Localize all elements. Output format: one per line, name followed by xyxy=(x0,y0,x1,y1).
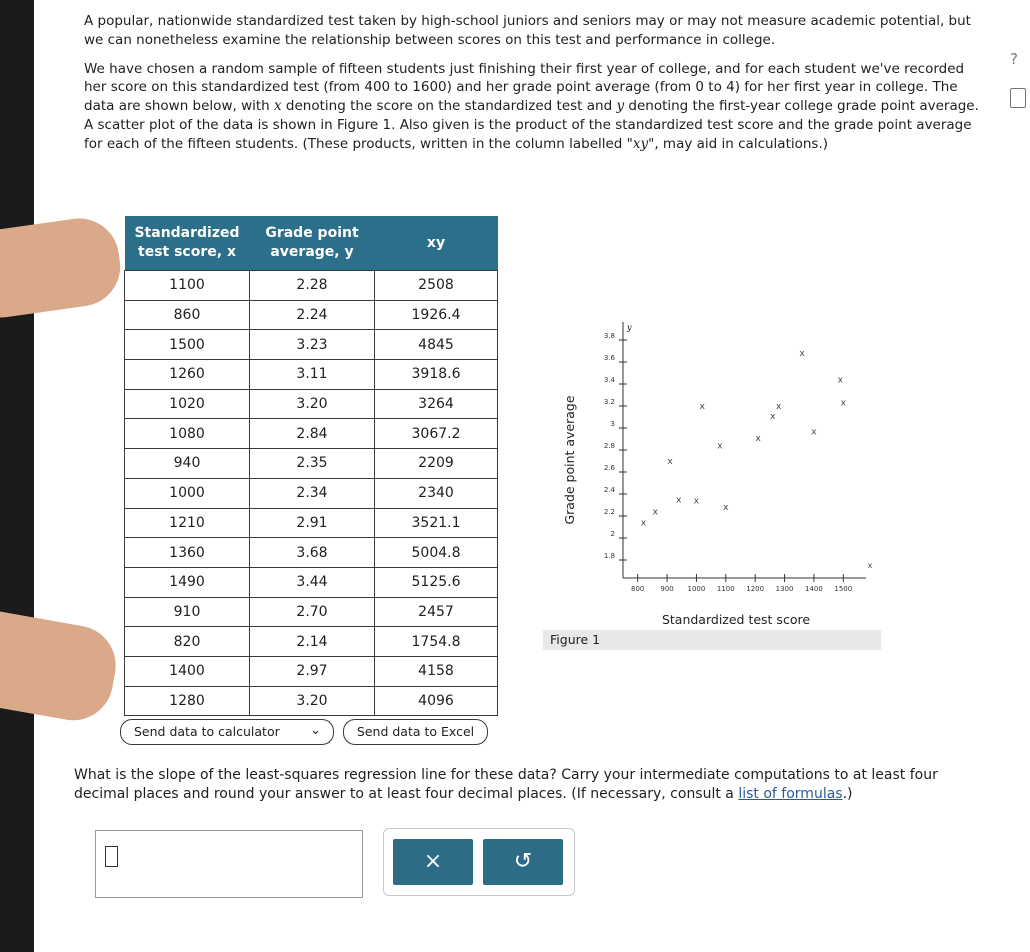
data-point: x xyxy=(770,411,776,422)
data-point: x xyxy=(840,398,846,409)
table-header-row xyxy=(125,216,498,271)
cell-xy: 1754.8 xyxy=(375,627,498,657)
cell-xy: 5004.8 xyxy=(375,538,498,568)
data-point: x xyxy=(723,503,729,514)
cell-gpa: 3.11 xyxy=(250,360,375,390)
cell-gpa: 2.91 xyxy=(250,508,375,538)
table-row xyxy=(125,271,498,301)
data-table xyxy=(124,216,498,716)
cell-test-score: 1000 xyxy=(125,478,250,508)
undo-button[interactable]: ↺ xyxy=(483,839,563,885)
table-row xyxy=(125,686,498,716)
header-xy: xy xyxy=(375,216,498,271)
data-point: x xyxy=(667,457,673,467)
cell-test-score: 1500 xyxy=(125,330,250,360)
finger-bottom xyxy=(0,604,122,726)
cell-gpa: 2.97 xyxy=(250,656,375,686)
cell-xy: 2209 xyxy=(375,449,498,479)
y-tick-label: 2 xyxy=(610,530,615,538)
data-point: x xyxy=(652,507,658,518)
y-tick-label: 2.8 xyxy=(603,442,615,450)
x-tick-label: 1100 xyxy=(716,585,735,593)
cell-test-score: 1100 xyxy=(125,271,250,301)
send-to-calculator-button[interactable] xyxy=(120,719,334,745)
cell-test-score: 1210 xyxy=(125,508,250,538)
table-row xyxy=(125,449,498,479)
cell-test-score: 1260 xyxy=(125,360,250,390)
cell-gpa: 2.14 xyxy=(250,627,375,657)
intro-p2-a: We have chosen a random sample of fifteen students just finishing their first year of college, and for each student we've recorded her score on this standardized test (from 400 to 1600) and her grade point average (from 0 to 4) for her first year in college. The data are shown below, with xyxy=(84,60,965,115)
intro-p2-c: denoting the first-year college grade point average. A scatter plot of the data is shown in Figure 1. Also given is the product of the standardized test score and the grade point average for each of the fifteen students. (These products, written in the column labelled " xyxy=(84,98,979,152)
y-tick-label: 3.6 xyxy=(603,354,615,362)
finger-top xyxy=(0,213,125,322)
header-test-score: Standardized test score, x xyxy=(125,216,250,271)
x-tick-label: 1300 xyxy=(775,585,794,593)
cell-xy: 3918.6 xyxy=(375,360,498,390)
y-tick-label: 3.4 xyxy=(603,376,615,384)
table-row xyxy=(125,330,498,360)
cell-test-score: 1360 xyxy=(125,538,250,568)
data-point: x xyxy=(811,427,817,438)
help-icon[interactable]: ? xyxy=(1010,50,1018,68)
cell-xy: 2340 xyxy=(375,478,498,508)
cell-gpa: 3.44 xyxy=(250,567,375,597)
formulas-link[interactable]: list of formulas xyxy=(738,786,843,802)
table-row xyxy=(125,597,498,627)
x-tick-label: 1500 xyxy=(834,585,853,593)
y-axis-label: Grade point average xyxy=(562,395,577,525)
cell-test-score: 1020 xyxy=(125,389,250,419)
y-tick-label: 2.2 xyxy=(603,508,615,516)
x-tick-label: 800 xyxy=(631,585,645,593)
y-tick-label: 3.2 xyxy=(603,398,615,406)
cell-xy: 2508 xyxy=(375,271,498,301)
cell-test-score: 910 xyxy=(125,597,250,627)
send-to-excel-label: Send data to Excel xyxy=(356,724,475,739)
cell-gpa: 3.68 xyxy=(250,538,375,568)
cell-test-score: 1400 xyxy=(125,656,250,686)
intro-paragraph-2 xyxy=(84,60,984,154)
cell-gpa: 2.24 xyxy=(250,300,375,330)
screen-bezel xyxy=(0,0,34,952)
cell-xy: 3521.1 xyxy=(375,508,498,538)
var-x: x xyxy=(274,98,282,115)
cell-test-score: 1490 xyxy=(125,567,250,597)
table-row xyxy=(125,567,498,597)
y-axis-symbol: y xyxy=(627,323,632,332)
y-tick-label: 2.4 xyxy=(603,486,615,494)
data-point: x xyxy=(640,518,647,529)
input-cursor xyxy=(105,846,118,867)
send-to-calculator-label: Send data to calculator xyxy=(134,724,280,739)
cell-gpa: 3.23 xyxy=(250,330,375,360)
header-gpa: Grade point average, y xyxy=(250,216,375,271)
cell-xy: 3067.2 xyxy=(375,419,498,449)
cell-test-score: 860 xyxy=(125,300,250,330)
cell-xy: 1926.4 xyxy=(375,300,498,330)
intro-p2-d: ", may aid in calculations.) xyxy=(648,135,829,152)
var-xy: xy xyxy=(632,135,649,152)
intro-paragraph-1: A popular, nationwide standardized test taken by high-school juniors and seniors may or may not measure academic potential, but we can nonetheless examine the relationship between scores on this test and performance in college. xyxy=(84,13,971,48)
y-tick-label: 3 xyxy=(610,420,615,428)
cell-xy: 5125.6 xyxy=(375,567,498,597)
cell-gpa: 3.20 xyxy=(250,686,375,716)
table-row xyxy=(125,300,498,330)
scatter-plot xyxy=(560,310,880,630)
data-point: x xyxy=(717,441,723,452)
x-tick-label: 1000 xyxy=(687,585,706,593)
cell-gpa: 2.28 xyxy=(250,271,375,301)
cell-xy: 4845 xyxy=(375,330,498,360)
x-axis-label: Standardized test score xyxy=(661,612,811,627)
data-point: x xyxy=(676,495,682,506)
x-tick-label: 1200 xyxy=(746,585,765,593)
cell-test-score: 1280 xyxy=(125,686,250,716)
data-point: x xyxy=(693,496,700,507)
data-point: x xyxy=(799,349,805,360)
question-end: .) xyxy=(842,786,853,802)
cell-gpa: 2.70 xyxy=(250,597,375,627)
cell-xy: 4158 xyxy=(375,656,498,686)
cell-test-score: 1080 xyxy=(125,419,250,449)
cell-xy: 2457 xyxy=(375,597,498,627)
cell-test-score: 820 xyxy=(125,627,250,657)
table-row xyxy=(125,419,498,449)
cell-gpa: 2.35 xyxy=(250,449,375,479)
table-row xyxy=(125,656,498,686)
table-row xyxy=(125,389,498,419)
cell-gpa: 2.34 xyxy=(250,478,375,508)
x-axis-end-mark: x xyxy=(867,561,873,570)
answer-input[interactable] xyxy=(95,830,363,898)
data-point: x xyxy=(755,433,761,444)
y-tick-label: 3.8 xyxy=(603,332,615,340)
table-row xyxy=(125,508,498,538)
data-point: x xyxy=(699,402,705,412)
cell-test-score: 940 xyxy=(125,449,250,479)
table-row xyxy=(125,478,498,508)
data-point: x xyxy=(776,402,782,412)
action-panel xyxy=(383,828,575,896)
send-to-excel-button[interactable] xyxy=(343,719,488,745)
question-body: What is the slope of the least-squares regression line for these data? Carry your intermediate computations to at least four decimal places and round your answer to at least four decimal places. (If necessary, consult a xyxy=(74,767,938,802)
y-tick-label: 2.6 xyxy=(603,464,615,472)
table-row xyxy=(125,360,498,390)
cell-gpa: 3.20 xyxy=(250,389,375,419)
data-point: x xyxy=(837,375,844,386)
cell-gpa: 2.84 xyxy=(250,419,375,449)
calculator-icon[interactable] xyxy=(1010,88,1026,108)
table-row xyxy=(125,627,498,657)
y-tick-label: 1.8 xyxy=(603,552,615,560)
cell-xy: 3264 xyxy=(375,389,498,419)
var-y: y xyxy=(616,98,625,115)
question-text xyxy=(74,766,994,804)
chevron-down-icon: ⌄ xyxy=(310,723,321,738)
x-tick-label: 900 xyxy=(660,585,674,593)
intro-text xyxy=(84,12,984,164)
x-tick-label: 1400 xyxy=(805,585,823,593)
cell-xy: 4096 xyxy=(375,686,498,716)
clear-button[interactable]: × xyxy=(393,839,473,885)
figure-label: Figure 1 xyxy=(543,630,881,650)
table-row xyxy=(125,538,498,568)
intro-p2-b: denoting the score on the standardized test and xyxy=(281,98,617,115)
